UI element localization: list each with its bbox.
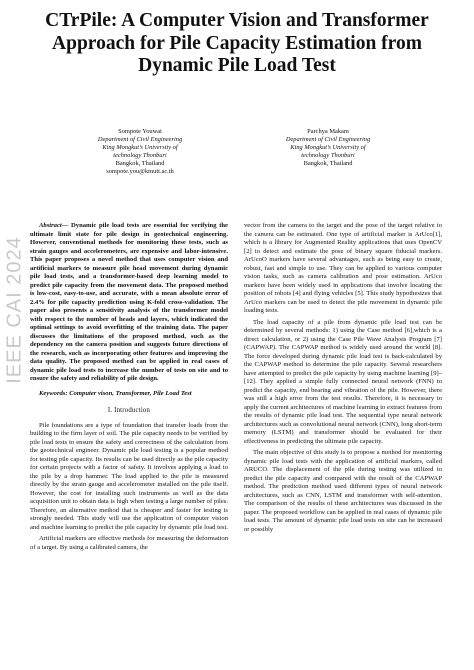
body-paragraph: The load capacity of a pile from dynamic pile load test can be determined by several methods: 1) using the Case method [6],which is a direct calculation, or 2) using the Case Pile Wave Analysis Program [7] (CAPWAP). The CAPWAP method is widely used around the world [8]. The force developed during dynamic pile load test is back-calculated by the CAPWAP method to determine the pile capacity. Several researchers have attempted to predict the pile capacity by using machine learning [9]–[12]. They applied a simple fully connected neural network (FNN) to predict the capacity, end bearing and vibration of the pile. However, there was still a high error from the test results. Therefore, it is necessary to apply the current architectures of machine learning to extract features from the results of dynamic pile load test. The sequential type neural network architectures such as convolutional neural network (CNN), long short-term memory (LSTM) and transformer should be evaluated for their effectiveness in predicting the ultimate pile capacity. <box>244 318 442 445</box>
abstract-label: Abstract— <box>39 222 69 229</box>
author-name: Sompote Youwai <box>118 128 162 135</box>
author-email[interactable]: sompote.you@kmutt.ac.th <box>106 168 174 175</box>
author-institution-line2: technology Thonburi <box>113 152 167 159</box>
author-block-2 <box>248 128 408 168</box>
body-paragraph: vector from the camera to the target and the pose of the target relative to the camera can be estimated. One type of artificial marker is ArUco[1], which is a library for Augmented Reality applications that uses OpenCV [2] to detect and estimate the pose of binary square fiducial markers. ArUcoO markers have several advantages, such as being easy to create, robust, fast and simple to use. They can be applied to various computer vision tasks, such as camera calibration and pose estimation. ArUco markers have been widely used in applications that involve locating the position of robots [4] and flying vehicles [5]. This study hypothesizes that ArUco markers can be used to detect the pile movement in dynamic pile loading tests. <box>244 222 442 314</box>
author-name: Parchya Makam <box>307 128 349 135</box>
author-institution-line2: technology Thonburi <box>301 152 355 159</box>
right-column <box>244 222 442 534</box>
author-department: Department of Civil Engineering <box>285 136 371 143</box>
body-paragraph: The main objective of this study is to propose a method for monitoring dynamic pile load tests with the application of artificial markers, called ARUCO. The displacement of the pile during testing was utilized to predict the pile capacity and compared with the result of the CAPWAP method. The prediction method used different types of neural network architectures, such as CNN, LSTM and transformer with self-attention. The comparison of the results of these architectures was discussed in the paper. The proposed workflow can be applied in real cases of dynamic pile load tests. The amount of dynamic pile load tests on site can be increased or possibly <box>244 449 442 533</box>
author-institution: King Mongkut’s University of <box>290 144 366 151</box>
section-heading-introduction: I. Introduction <box>107 407 151 414</box>
paper-title: CTrPile: A Computer Vision and Transformer Approach for Pile Capacity Estimation from Dynamic Pile Load Test <box>45 10 429 76</box>
left-column <box>30 222 228 552</box>
body-paragraph: Pile foundations are a type of foundation that transfer loads from the building to the firm layer of soil. The pile capacity needs to be verified by pile load tests to ensure the safety and correctness of the calculation from the geotechnical engineer. Dynamic pile load testing is a popular method for testing pile capacity. Its results can be used directly as the pile capacity for certain projects with a factor of safety. It involves applying a load to the pile by a drop hammer. The load applied to the pile is measured directly by the strain gauge and accelerometer installed on the pile itself. However, the cost for installing such instruments as well as the data acquisition unit to obtain data is high when testing a large number of piles. Therefore, an alternative method that is cheaper and faster for testing is strongly needed. This study will use the application of computer vision and machine learning to predict the pile capacity by dynamic pile load test. <box>30 421 228 531</box>
author-block-1 <box>60 128 220 176</box>
abstract <box>30 222 228 384</box>
conference-watermark <box>4 225 26 395</box>
author-institution: King Mongkut’s University of <box>102 144 178 151</box>
keywords: Keywords: Computer vison, Transformer, Pile Load Test <box>39 389 192 397</box>
author-department: Department of Civil Engineering <box>97 136 183 143</box>
watermark-text: IEEE CAI 2024 <box>3 236 26 384</box>
author-location: Bangkok, Thailand <box>303 160 353 167</box>
abstract-text: Dynamic pile load tests are essential for verifying the ultimate limit state for pile design in geotechnical engineering. However, conventional methods for monitoring these tests, such as strain gauges and accelerometers, are expensive and labor-intensive. This paper proposes a novel method that uses computer vision and artificial markers to measure pile head movement during dynamic pile load tests, and a transformer-based deep learning model to predict pile capacity from the movement data. The proposed method is low-cost, easy-to-use, and accurate, with a mean absolute error of 2.4% for pile capacity prediction using K-fold cross-validation. The paper also presents a sensitivity analysis of the transformer model with respect to the number of heads and layers, which indicated the optimal settings to avoid overfitting of the training data. The paper discusses the limitations of the proposed method, such as the dependency on the camera position and suggests future directions of the research, such as incorporating other features and improving the data quality. The proposed method can be applied in real cases of dynamic pile load tests to increase the number of tests on site and to ensure the safety and reliability of pile design. <box>30 222 228 382</box>
body-paragraph: Artificial markers are effective methods for measuring the deformation of a target. By using a calibrated camera, the <box>30 535 228 551</box>
author-location: Bangkok, Thailand <box>115 160 165 167</box>
